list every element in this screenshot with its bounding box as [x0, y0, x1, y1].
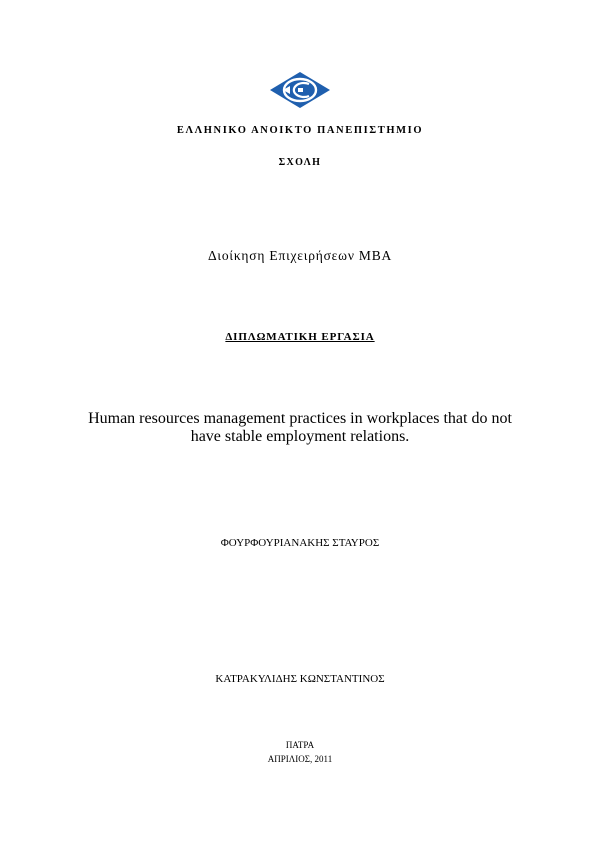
program-name: Διοίκηση Επιχειρήσεων MBA [207, 248, 393, 263]
thesis-title-line-1: Human resources management practices in workplaces that do not [88, 410, 512, 427]
date: ΑΠΡΙΛΙΟΣ, 2011 [267, 754, 333, 764]
emblem-center [298, 88, 303, 92]
supervisor-name: ΚΑΤΡΑΚΥΛΙΔΗΣ ΚΩΝΣΤΑΝΤΙΝΟΣ [215, 673, 385, 685]
university-emblem-icon [269, 71, 331, 109]
thesis-title-line-2: have stable employment relations. [190, 428, 410, 445]
city: ΠΑΤΡΑ [285, 740, 315, 750]
student-name: ΦΟΥΡΦΟΥΡΙΑΝΑΚΗΣ ΣΤΑΥΡΟΣ [220, 537, 380, 549]
school-name: ΣΧΟΛΗ [278, 157, 322, 168]
university-name: ΕΛΛΗΝΙΚΟ ΑΝΟΙΚΤΟ ΠΑΝΕΠΙΣΤΗΜΙΟ [176, 125, 424, 136]
thesis-label: ΔΙΠΛΩΜΑΤΙΚΗ ΕΡΓΑΣΙΑ [225, 331, 375, 343]
